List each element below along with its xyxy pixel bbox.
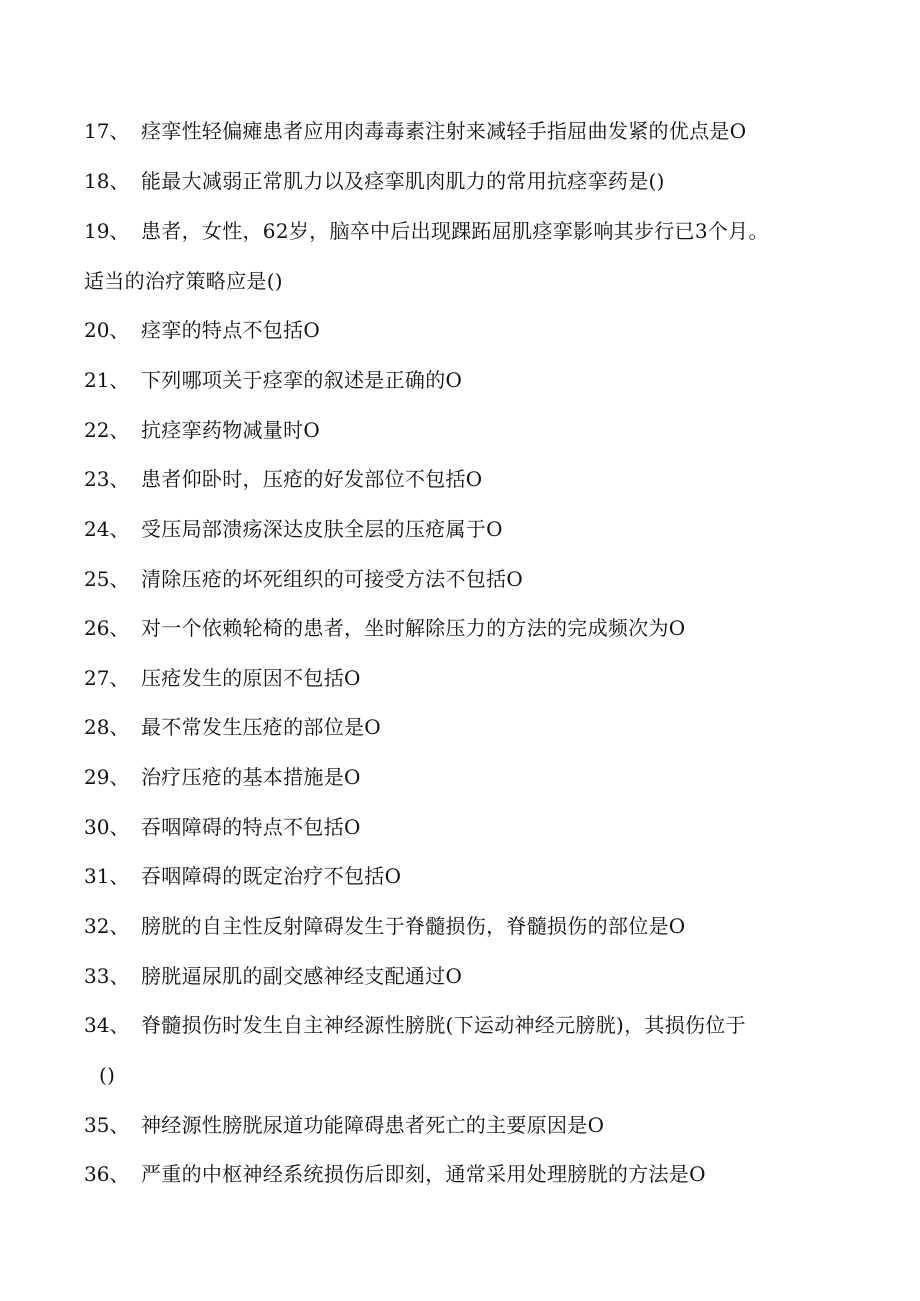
question-number: 26、 [84,616,130,640]
question-text: 膀胱的自主性反射障碍发生于脊髓损伤，脊髓损伤的部位是O [141,914,686,938]
question-number: 19、 [84,219,130,243]
question-19-continuation: 适当的治疗策略应是() [84,269,283,293]
question-33 [0,961,920,991]
question-text: 下列哪项关于痉挛的叙述是正确的O [141,368,463,392]
question-25 [0,564,920,594]
question-text: 痉挛的特点不包括O [141,318,321,342]
question-number: 28、 [84,715,130,739]
question-number: 34、 [84,1013,130,1037]
question-number: 35、 [84,1113,130,1137]
question-number: 24、 [84,517,130,541]
question-text: 最不常发生压疮的部位是O [141,715,381,739]
question-number: 30、 [84,815,130,839]
question-36 [0,1159,920,1189]
question-text: 抗痉挛药物减量时O [141,418,321,442]
question-30 [0,812,920,842]
question-text: 能最大减弱正常肌力以及痉挛肌肉肌力的常用抗痉挛药是() [141,169,665,193]
question-text: 清除压疮的坏死组织的可接受方法不包括O [141,567,524,591]
question-34-continuation: () [99,1063,116,1087]
question-text: 压疮发生的原因不包括O [141,666,361,690]
question-27 [0,663,920,693]
question-35 [0,1110,920,1140]
question-28 [0,712,920,742]
question-24 [0,514,920,544]
question-number: 25、 [84,567,130,591]
question-29 [0,762,920,792]
question-text: 对一个依赖轮椅的患者，坐时解除压力的方法的完成频次为O [141,616,686,640]
question-32 [0,911,920,941]
question-number: 17、 [84,119,130,143]
question-number: 21、 [84,368,130,392]
question-text: 脊髓损伤时发生自主神经源性膀胱(下运动神经元膀胱)，其损伤位于 [141,1013,746,1037]
question-19 [0,216,920,246]
question-number: 23、 [84,467,130,491]
question-26 [0,613,920,643]
question-17 [0,116,920,146]
question-21 [0,365,920,395]
question-text: 受压局部溃疡深达皮肤全层的压疮属于O [141,517,503,541]
question-number: 22、 [84,418,130,442]
question-number: 31、 [84,864,130,888]
question-text: 膀胱逼尿肌的副交感神经支配通过O [141,964,463,988]
question-number: 36、 [84,1162,130,1186]
question-number: 18、 [84,169,130,193]
question-text: 吞咽障碍的特点不包括O [141,815,361,839]
question-number: 32、 [84,914,130,938]
question-22 [0,415,920,445]
question-text: 吞咽障碍的既定治疗不包括O [141,864,402,888]
question-number: 29、 [84,765,130,789]
question-number: 20、 [84,318,130,342]
question-text: 患者，女性，62岁，脑卒中后出现踝跖屈肌痉挛影响其步行已3个月。 [141,219,769,243]
question-31 [0,861,920,891]
question-number: 27、 [84,666,130,690]
question-text: 神经源性膀胱尿道功能障碍患者死亡的主要原因是O [141,1113,605,1137]
question-text: 治疗压疮的基本措施是O [141,765,361,789]
question-23 [0,464,920,494]
question-18 [0,166,920,196]
question-20 [0,315,920,345]
question-34 [0,1010,920,1040]
question-text: 严重的中枢神经系统损伤后即刻，通常采用处理膀胱的方法是O [141,1162,706,1186]
question-text: 患者仰卧时，压疮的好发部位不包括O [141,467,483,491]
question-text: 痉挛性轻偏瘫患者应用肉毒毒素注射来减轻手指屈曲发紧的优点是O [141,119,747,143]
question-number: 33、 [84,964,130,988]
